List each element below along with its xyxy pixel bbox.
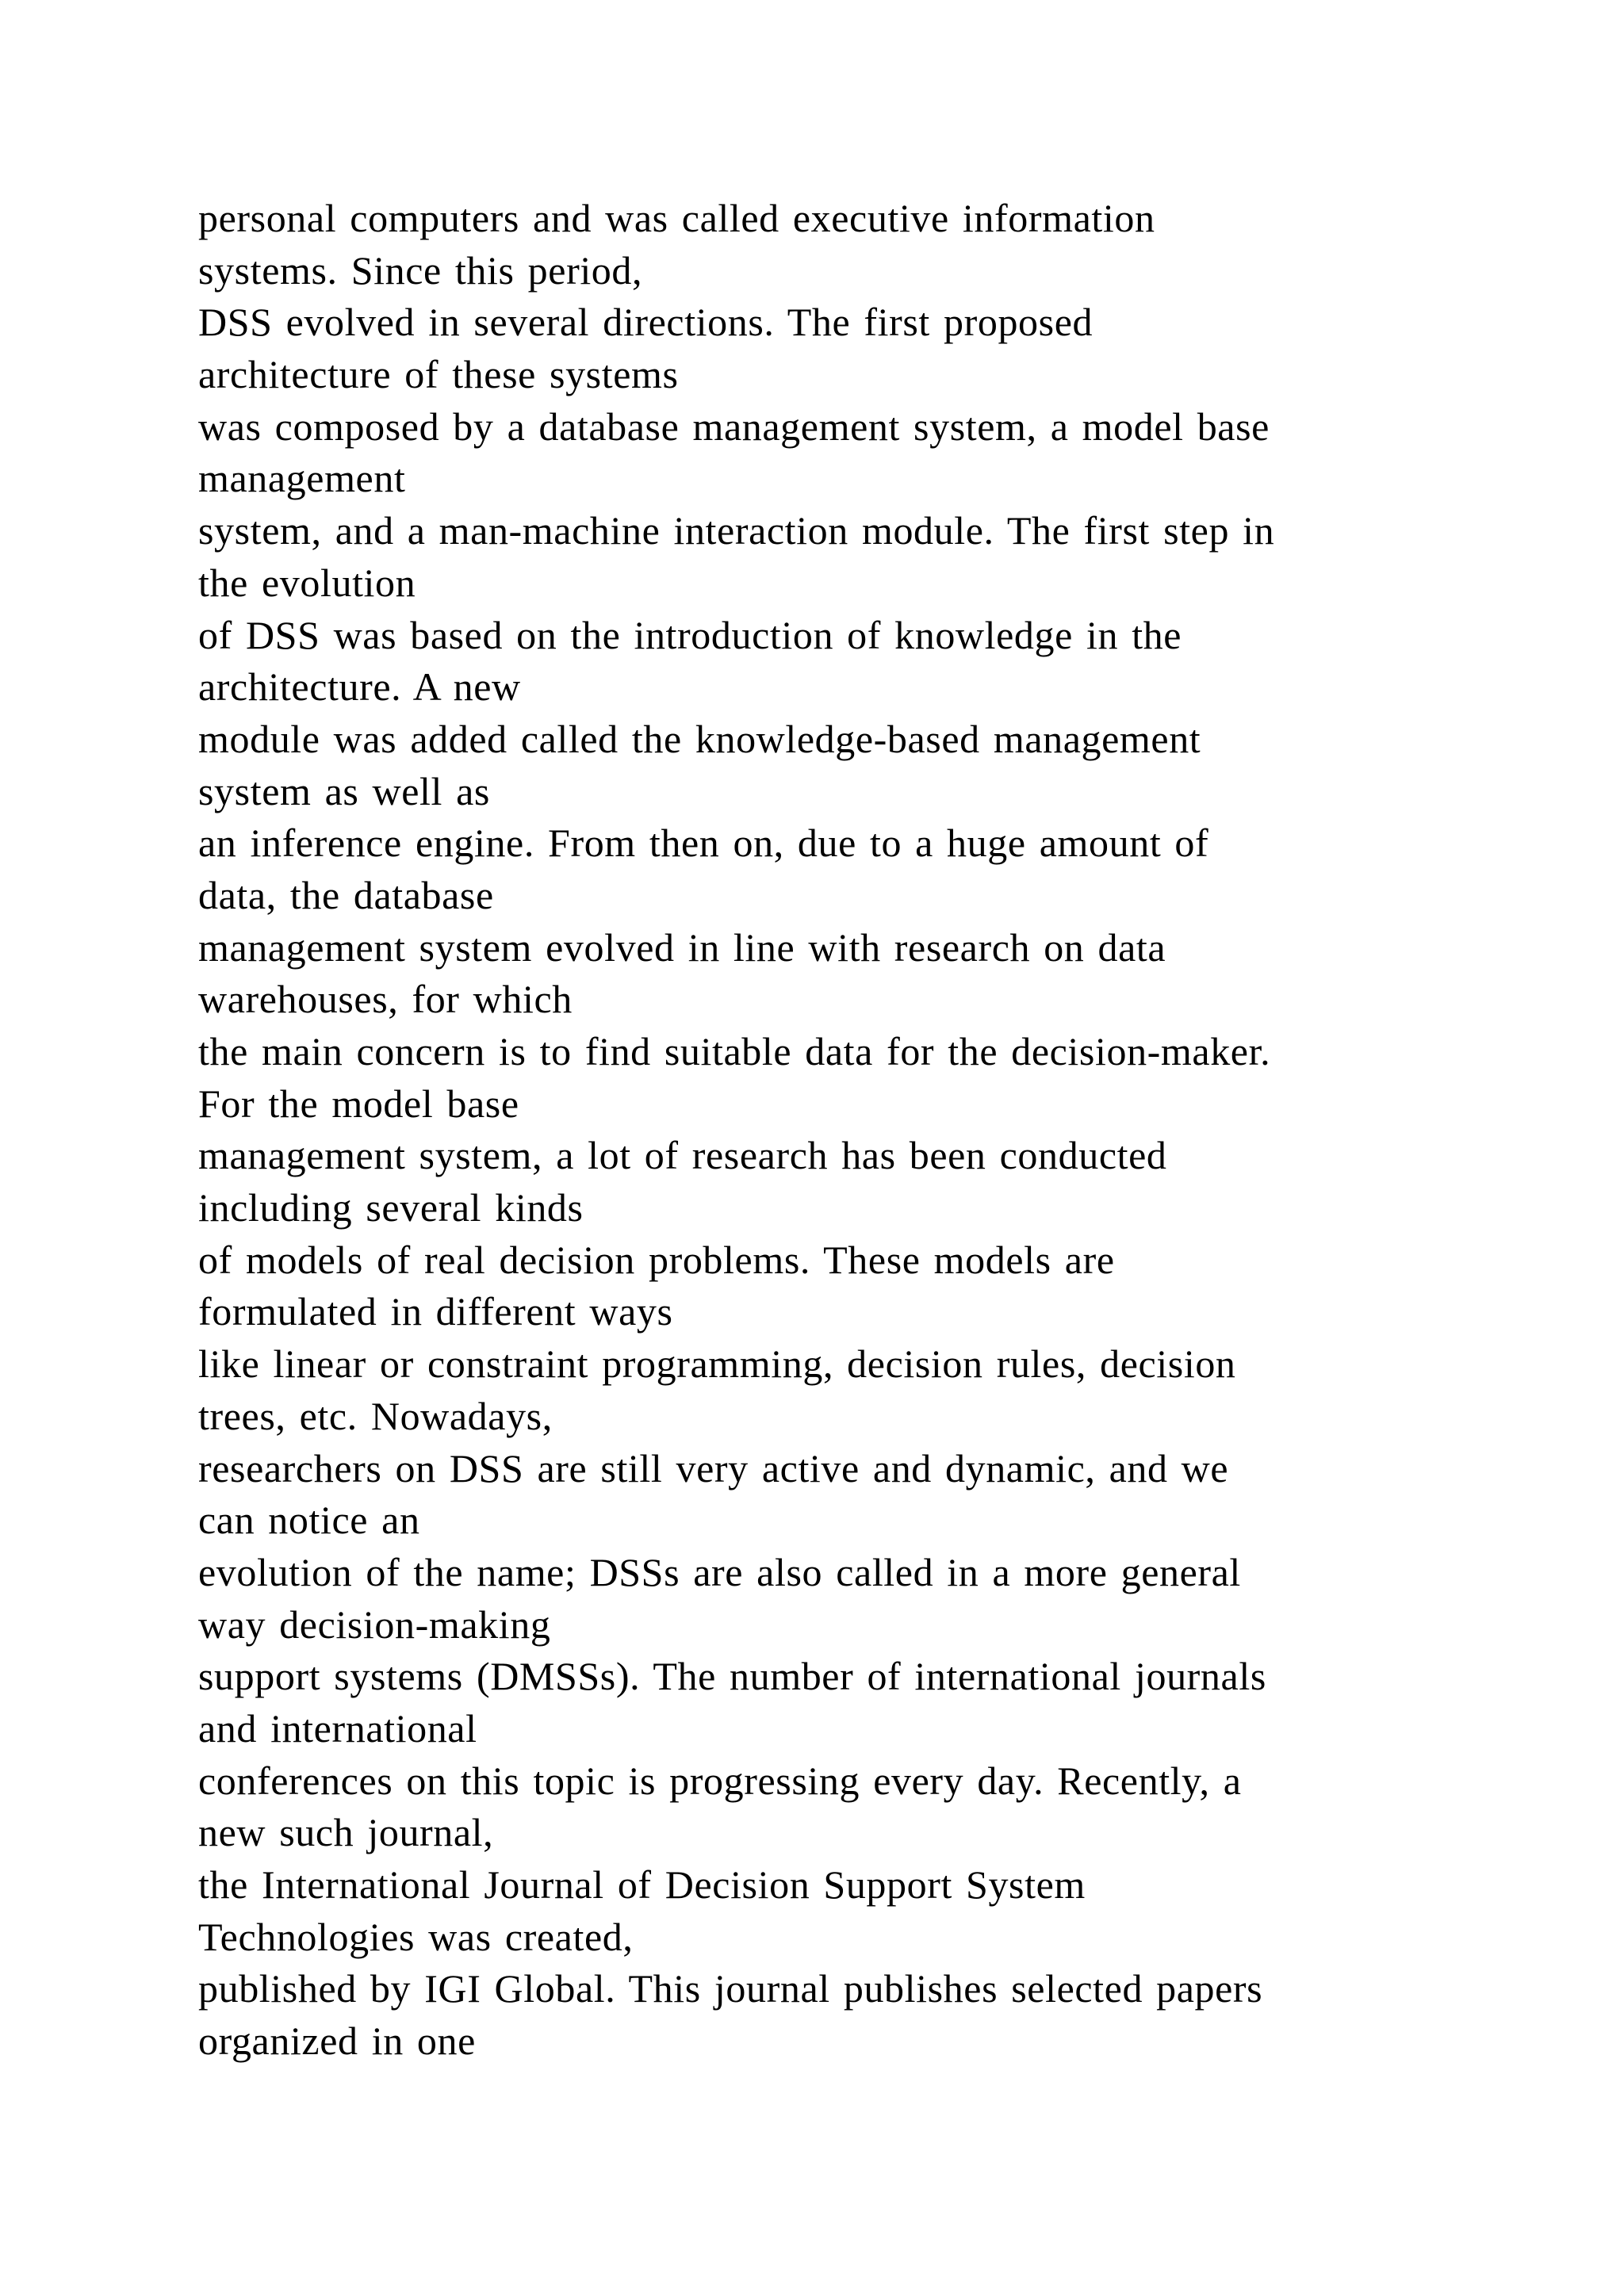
text-line: an inference engine. From then on, due to a huge amount of xyxy=(198,821,1209,866)
text-line: system as well as xyxy=(198,768,490,813)
text-line: management system evolved in line with research on data xyxy=(198,924,1166,970)
text-line: researchers on DSS are still very active and dynamic, and we xyxy=(198,1445,1229,1490)
text-line: organized in one xyxy=(198,2019,476,2064)
text-line: data, the database xyxy=(198,872,494,917)
text-line: management xyxy=(198,456,406,501)
text-line: personal computers and was called executive information xyxy=(198,196,1155,240)
text-line: system, and a man-machine interaction module. The first step in xyxy=(198,508,1275,553)
text-line: architecture of these systems xyxy=(198,352,679,397)
text-line: like linear or constraint programming, decision rules, decision xyxy=(198,1341,1236,1387)
text-line: was composed by a database management system, a model base xyxy=(198,404,1270,449)
text-line: warehouses, for which xyxy=(198,977,573,1022)
text-line: the International Journal of Decision Support System xyxy=(198,1862,1086,1907)
text-line: support systems (DMSSs). The number of international journals xyxy=(198,1654,1266,1699)
text-line: DSS evolved in several directions. The first proposed xyxy=(198,300,1094,345)
text-line: of DSS was based on the introduction of knowledge in the xyxy=(198,612,1182,657)
text-line: management system, a lot of research has been conducted xyxy=(198,1133,1167,1178)
text-line: new such journal, xyxy=(198,1810,494,1855)
text-line: including several kinds xyxy=(198,1185,584,1230)
text-line: the evolution xyxy=(198,560,416,605)
text-line: the main concern is to find suitable data for the decision-maker. xyxy=(198,1029,1271,1073)
text-line: module was added called the knowledge-based management xyxy=(198,716,1201,761)
text-line: formulated in different ways xyxy=(198,1289,673,1334)
body-text xyxy=(198,193,1515,2068)
text-line: architecture. A new xyxy=(198,664,521,710)
text-line: trees, etc. Nowadays, xyxy=(198,1393,553,1438)
text-line: Technologies was created, xyxy=(198,1914,634,1959)
text-line: evolution of the name; DSSs are also called in a more general xyxy=(198,1549,1241,1594)
text-line: systems. Since this period, xyxy=(198,247,643,293)
text-line: conferences on this topic is progressing every day. Recently, a xyxy=(198,1758,1242,1803)
text-line: of models of real decision problems. These models are xyxy=(198,1237,1115,1282)
text-line: and international xyxy=(198,1705,477,1751)
text-line: published by IGI Global. This journal publishes selected papers xyxy=(198,1966,1263,2011)
text-line: can notice an xyxy=(198,1498,420,1543)
text-line: way decision-making xyxy=(198,1601,551,1647)
text-line: For the model base xyxy=(198,1081,519,1126)
